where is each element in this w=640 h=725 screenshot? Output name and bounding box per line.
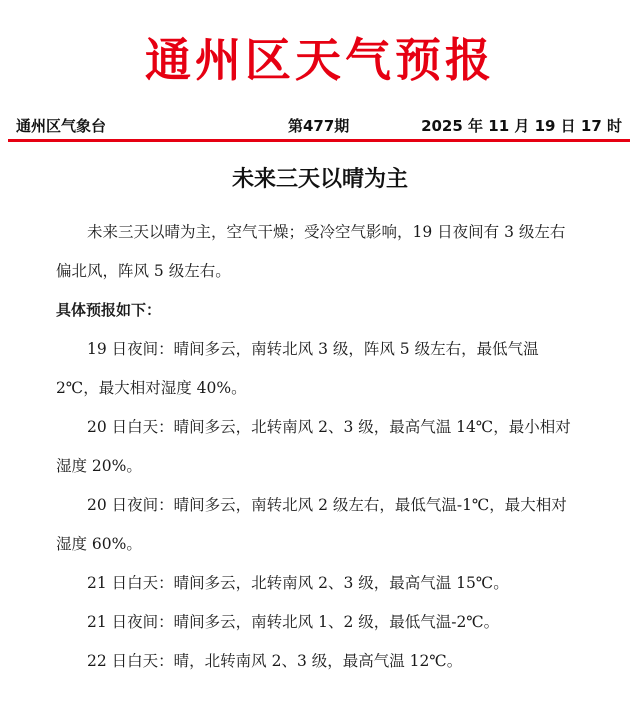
details-heading: 具体预报如下： [56,301,162,319]
forecast-paragraph: 21 日白天：晴间多云，北转南风 2、3 级，最高气温 15℃。 [87,574,509,592]
red-divider [8,139,630,142]
forecast-paragraph: 21 日夜间：晴间多云，南转北风 1、2 级，最低气温-2℃。 [87,613,500,631]
masthead-title: 通州区天气预报 [145,33,495,87]
forecast-paragraph: 19 日夜间：晴间多云，南转北风 3 级，阵风 5 级左右，最低气温 2℃，最大相对湿度 40%。 [56,340,539,397]
issue-line [16,115,622,137]
forecast-paragraph: 22 日白天：晴，北转南风 2、3 级，最高气温 12℃。 [87,652,463,670]
issue-number: 第477期 [288,117,350,135]
issue-datetime: 2025 年 11 月 19 日 17 时 [421,117,622,135]
issuer-name: 通州区气象台 [16,117,107,135]
headline: 未来三天以晴为主 [231,167,408,192]
summary-paragraph: 未来三天以晴为主，空气干燥；受冷空气影响，19 日夜间有 3 级左右偏北风，阵风 5 级左右。 [56,223,566,280]
forecast-body [56,213,580,681]
forecast-paragraph: 20 日白天：晴间多云，北转南风 2、3 级，最高气温 14℃，最小相对湿度 20%。 [56,418,571,475]
forecast-paragraph: 20 日夜间：晴间多云，南转北风 2 级左右，最低气温-1℃，最大相对湿度 60%。 [56,496,567,553]
